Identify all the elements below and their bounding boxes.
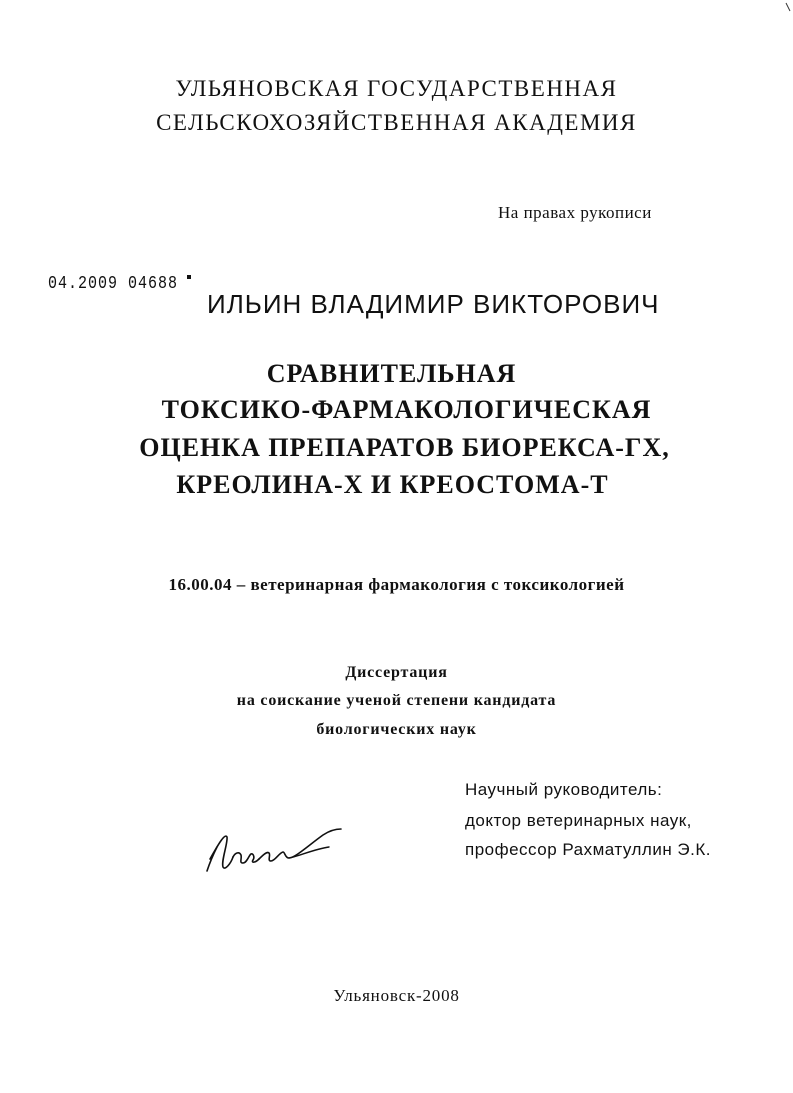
- title-line-2: ТОКСИКО-ФАРМАКОЛОГИЧЕСКАЯ: [161, 395, 652, 424]
- specialty-code: 16.00.04 – ветеринарная фармакология с токсикологией: [168, 575, 625, 594]
- title-line-4: КРЕОЛИНА-Х И КРЕОСТОМА-Т: [176, 470, 609, 499]
- dissertation-line-3: биологических наук: [316, 721, 477, 738]
- supervisor-line-3: профессор Рахматуллин Э.К.: [465, 840, 711, 859]
- catalog-number: 04.2009 04688: [48, 273, 179, 295]
- city-year: Ульяновск-2008: [333, 986, 460, 1005]
- signature: [205, 825, 345, 875]
- supervisor-line-1: Научный руководитель:: [465, 780, 663, 799]
- title-line-1: СРАВНИТЕЛЬНАЯ: [266, 359, 517, 388]
- institution-line-2: СЕЛЬСКОХОЗЯЙСТВЕННАЯ АКАДЕМИЯ: [156, 110, 637, 135]
- catalog-mark: [187, 275, 191, 279]
- scan-corner-mark: [785, 2, 791, 12]
- rights-note: На правах рукописи: [498, 203, 652, 222]
- dissertation-line-2: на соискание ученой степени кандидата: [236, 692, 557, 709]
- dissertation-line-1: Диссертация: [345, 664, 448, 681]
- supervisor-line-2: доктор ветеринарных наук,: [465, 811, 692, 830]
- title-line-3: ОЦЕНКА ПРЕПАРАТОВ БИОРЕКСА-ГХ,: [139, 433, 670, 462]
- author-name: ИЛЬИН ВЛАДИМИР ВИКТОРОВИЧ: [207, 289, 660, 319]
- institution-line-1: УЛЬЯНОВСКАЯ ГОСУДАРСТВЕННАЯ: [175, 76, 618, 101]
